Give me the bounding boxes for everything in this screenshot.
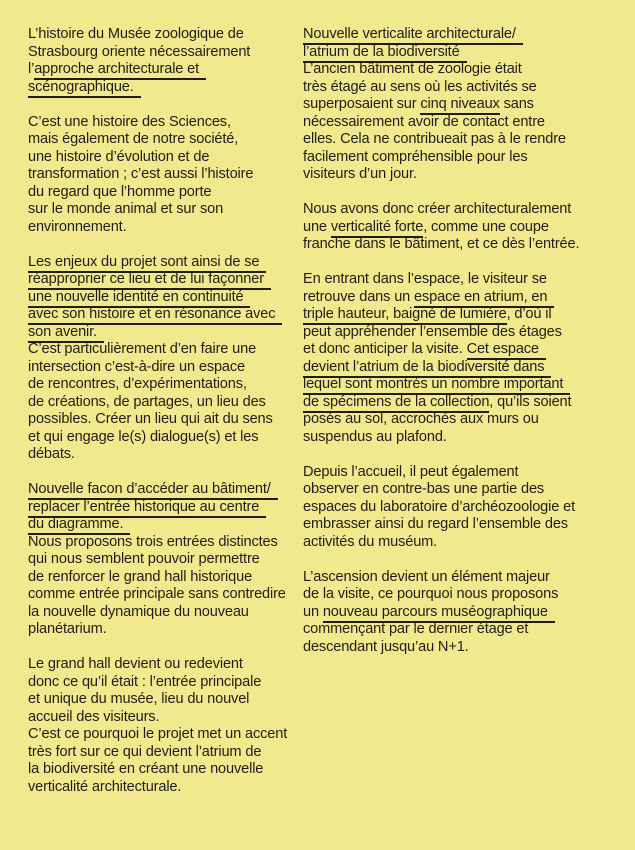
paragraph [303, 569, 628, 657]
text-line [28, 569, 300, 587]
paragraph [303, 26, 628, 184]
text-line [28, 149, 300, 167]
text-line [303, 61, 628, 79]
text-segment: possibles. Créer un lieu qui ait du sens [28, 411, 273, 427]
text-line [28, 61, 300, 79]
text-segment: et qui engage le(s) dialogue(s) et les [28, 428, 259, 445]
text-line [28, 324, 300, 342]
paragraph [28, 656, 300, 796]
underlined-text: verticalité forte [331, 219, 423, 238]
text-segment: retrouve dans un [303, 288, 415, 305]
text-segment: Nous avons donc créer architecturalement [303, 201, 572, 217]
text-line [28, 166, 300, 184]
text-line [28, 254, 300, 272]
text-segment: très étagé au sens où les activités se [303, 78, 537, 95]
paragraph [303, 271, 628, 446]
underlined-text: Nouvelle verticalite architecturale/ [303, 26, 523, 45]
text-line [303, 341, 628, 359]
text-segment: et donc anticiper la visite. [303, 341, 467, 357]
text-segment: de renforcer le grand hall historique [28, 568, 253, 585]
paragraph [303, 201, 628, 254]
text-line [28, 201, 300, 219]
text-segment: planétarium. [28, 621, 107, 637]
text-line [28, 411, 300, 429]
underlined-text: devient l’atrium de la biodiversité dans [303, 359, 551, 378]
text-line [303, 96, 628, 114]
text-line [303, 131, 628, 149]
text-segment: intersection c’est-à-dire un espace [28, 358, 246, 375]
underlined-text: scénographique. [28, 79, 141, 98]
text-line [28, 44, 300, 62]
text-line [303, 376, 628, 394]
text-line [303, 201, 628, 219]
text-line [303, 499, 628, 517]
text-line [303, 26, 628, 44]
text-line [28, 289, 300, 307]
text-segment: donc ce qu’il était : l’entrée principale [28, 673, 262, 690]
underlined-text: une nouvelle identité en continuité [28, 289, 250, 308]
text-segment: C’est particulièrement d’en faire une [28, 341, 257, 357]
text-column-left [28, 26, 300, 796]
paragraph [28, 114, 300, 237]
text-line [28, 394, 300, 412]
underlined-text: de spécimens de la collection [303, 394, 489, 413]
text-segment: accueil des visiteurs. [28, 708, 160, 725]
underlined-text: avec son histoire et en résonance avec [28, 306, 282, 325]
text-segment: descendant jusqu’au N+1. [303, 638, 469, 655]
underlined-text: espace en atrium, en [414, 289, 554, 308]
text-line [28, 341, 300, 359]
paragraph [28, 254, 300, 464]
text-segment: Strasbourg oriente nécessairement [28, 43, 251, 60]
text-line [28, 726, 300, 744]
text-segment: Depuis l’accueil, il peut également [303, 463, 519, 480]
text-segment: nécessairement avoir de contact entre [303, 113, 545, 130]
text-segment: L’ascension devient un élément majeur [303, 568, 550, 585]
paragraph [28, 26, 300, 96]
text-segment: superposaient sur [303, 96, 421, 112]
text-segment: comme entrée principale sans contredire [28, 586, 286, 602]
text-segment: la nouvelle dynamique du nouveau [28, 603, 249, 620]
text-line [28, 604, 300, 622]
text-line [28, 446, 300, 464]
text-segment: verticalité architecturale. [28, 778, 182, 795]
text-column-right [303, 26, 628, 656]
text-line [28, 779, 300, 797]
text-segment: posés au sol, accrochés aux murs ou [303, 411, 539, 427]
text-segment: , qu’ils soient [489, 393, 572, 410]
text-segment: très fort sur ce qui devient l’atrium de [28, 743, 262, 760]
text-line [303, 621, 628, 639]
text-line [28, 534, 300, 552]
text-line [303, 481, 628, 499]
text-segment: visiteurs d’un jour. [303, 166, 417, 182]
text-segment: Nous proposons trois entrées distinctes [28, 533, 278, 550]
text-line [28, 429, 300, 447]
text-line [28, 26, 300, 44]
text-segment: facilement compréhensible pour les [303, 148, 528, 165]
underlined-text: lequel sont montrés un nombre important [303, 376, 570, 395]
text-line [303, 289, 628, 307]
text-segment: sur le monde animal et sur son [28, 201, 224, 217]
text-line [303, 306, 628, 324]
underlined-text: triple hauteur, baigné de lumière [303, 306, 507, 325]
underlined-text: replacer l’entrée historique au centre [28, 499, 266, 518]
text-segment: un [303, 603, 323, 620]
text-line [28, 306, 300, 324]
text-segment: En entrant dans l’espace, le visiteur se [303, 271, 547, 287]
text-segment: peut appréhender l’ensemble des étages [303, 323, 562, 340]
text-segment: débats. [28, 446, 75, 462]
text-line [303, 604, 628, 622]
text-segment: qui nous semblent pouvoir permettre [28, 551, 260, 567]
text-line [303, 166, 628, 184]
text-line [28, 499, 300, 517]
text-line [303, 569, 628, 587]
text-line [303, 236, 628, 254]
text-line [303, 394, 628, 412]
text-segment: sans [499, 96, 534, 112]
text-line [28, 674, 300, 692]
text-line [303, 114, 628, 132]
text-line [303, 79, 628, 97]
text-line [28, 271, 300, 289]
text-line [303, 411, 628, 429]
text-segment: L’histoire du Musée zoologique de [28, 26, 244, 42]
text-segment: C’est ce pourquoi le projet met un accent [28, 726, 288, 742]
text-line [303, 219, 628, 237]
text-line [28, 359, 300, 377]
text-segment: de la visite, ce pourquoi nous proposons [303, 586, 559, 602]
text-line [303, 359, 628, 377]
text-segment: une histoire d’évolution et de [28, 148, 210, 165]
paragraph [303, 464, 628, 552]
text-line [28, 761, 300, 779]
underlined-text: du diagramme. [28, 516, 130, 535]
underlined-text: Cet espace [467, 341, 546, 360]
underlined-text: Nouvelle facon d’accéder au bâtiment/ [28, 481, 278, 500]
text-line [28, 131, 300, 149]
text-line [303, 44, 628, 62]
text-segment: la biodiversité en créant une nouvelle [28, 761, 264, 777]
text-segment: commençant par le dernier étage et [303, 621, 529, 637]
text-segment: franche dans le bâtiment, et ce dès l’entrée. [303, 236, 580, 252]
text-line [28, 481, 300, 499]
text-segment: , d’où il [506, 306, 552, 322]
text-line [28, 621, 300, 639]
text-line [28, 219, 300, 237]
text-segment: une [303, 218, 331, 235]
text-line [28, 551, 300, 569]
text-segment: et unique du musée, lieu du nouvel [28, 691, 250, 707]
underlined-text: l’atrium de la biodiversité [303, 44, 467, 63]
text-segment: l’ [28, 61, 35, 77]
text-segment: espaces du laboratoire d’archéozoologie et [303, 498, 575, 515]
text-line [303, 271, 628, 289]
text-segment: suspendus au plafond. [303, 428, 447, 445]
text-line [28, 516, 300, 534]
text-segment: , comme une coupe [423, 218, 549, 235]
text-line [28, 744, 300, 762]
text-segment: mais également de notre société, [28, 131, 239, 147]
text-segment: de créations, de partages, un lieu des [28, 393, 266, 410]
text-line [28, 656, 300, 674]
underlined-text: son avenir. [28, 324, 104, 343]
text-line [303, 429, 628, 447]
text-line [28, 114, 300, 132]
text-segment: de rencontres, d’expérimentations, [28, 376, 247, 392]
text-line [28, 184, 300, 202]
underlined-text: cinq niveaux [420, 96, 499, 115]
text-segment: du regard que l’homme porte [28, 183, 212, 200]
text-line [28, 709, 300, 727]
text-segment: environnement. [28, 218, 127, 235]
text-segment: C’est une histoire des Sciences, [28, 113, 231, 130]
text-segment: activités du muséum. [303, 533, 438, 550]
text-segment: Le grand hall devient ou redevient [28, 656, 243, 672]
underlined-text: approche architecturale et [34, 61, 206, 80]
underlined-text: Les enjeux du projet sont ainsi de se [28, 254, 266, 273]
text-line [303, 516, 628, 534]
paragraph [28, 481, 300, 639]
text-line [28, 79, 300, 97]
underlined-text: réapproprier ce lieu et de lui façonner [28, 271, 271, 290]
text-segment: observer en contre-bas une partie des [303, 481, 545, 497]
text-line [303, 324, 628, 342]
text-line [303, 534, 628, 552]
text-line [303, 464, 628, 482]
text-line [303, 586, 628, 604]
text-segment: transformation ; c’est aussi l’histoire [28, 166, 254, 182]
text-line [28, 691, 300, 709]
text-line [28, 376, 300, 394]
text-segment: embrasser ainsi du regard l’ensemble des [303, 516, 568, 532]
text-line [28, 586, 300, 604]
text-line [303, 639, 628, 657]
text-line [303, 149, 628, 167]
text-segment: L’ancien bâtiment de zoologie était [303, 61, 522, 77]
text-segment: elles. Cela ne contribueait pas à le rendre [303, 131, 566, 147]
underlined-text: nouveau parcours muséographique [323, 604, 555, 623]
